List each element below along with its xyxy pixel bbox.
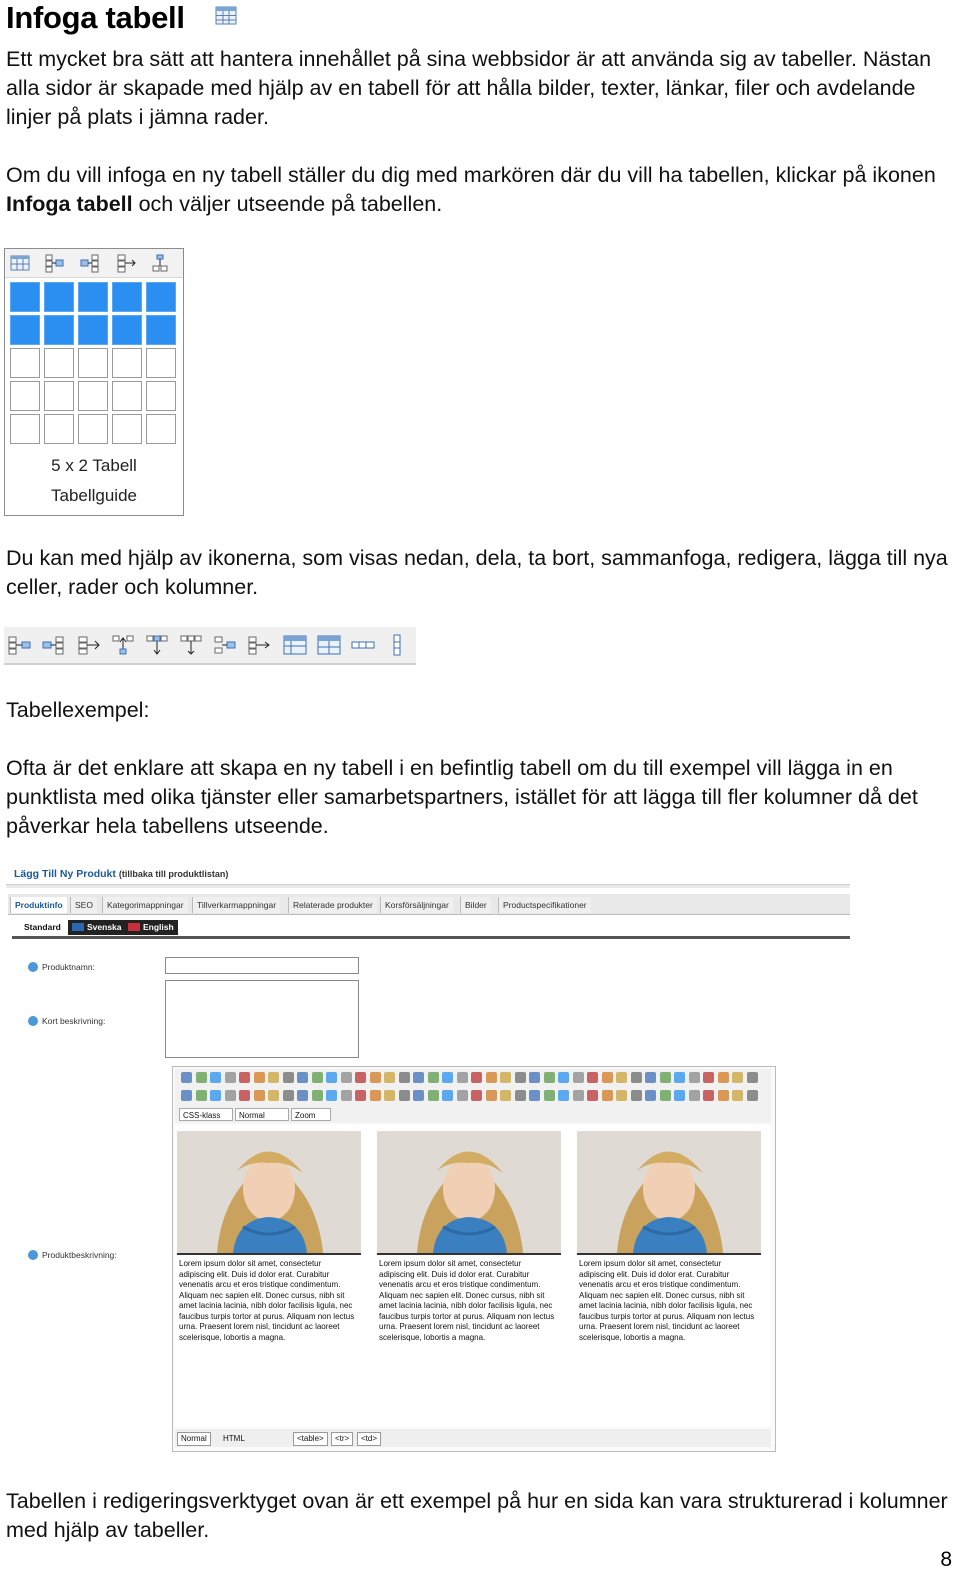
table-grid-cell[interactable] [10,315,40,345]
toolbar-row2-button-icon[interactable] [689,1090,700,1101]
table-grid-cell[interactable] [146,315,176,345]
toolbar-row1-button-icon[interactable] [268,1072,279,1083]
table-grid-cell[interactable] [112,381,142,411]
toolbar-row2-button-icon[interactable] [326,1090,337,1101]
table-grid-cell[interactable] [44,315,74,345]
table-grid-cell[interactable] [78,414,108,444]
wysiwyg-editor [172,1066,776,1452]
toolbar-row1-button-icon[interactable] [312,1072,323,1083]
toolbar-row1-button-icon[interactable] [500,1072,511,1083]
title-divider [6,884,850,888]
language-tabs [12,918,850,939]
table-grid-cell[interactable] [112,282,142,312]
table-grid-cell[interactable] [112,315,142,345]
toolbar-row1-button-icon[interactable] [703,1072,714,1083]
toolbar-row2-button-icon[interactable] [312,1090,323,1101]
swedish-flag-icon [72,923,84,931]
table-grid-cell[interactable] [112,414,142,444]
toolbar-row1-button-icon[interactable] [645,1072,656,1083]
table-cell-toolbar [4,627,416,665]
toolbar-row2-button-icon[interactable] [747,1090,758,1101]
short-description-label [28,1016,105,1026]
toolbar-row1-button-icon[interactable] [471,1072,482,1083]
toolbar-row2-button-icon[interactable] [341,1090,352,1101]
toolbar-row2-button-icon[interactable] [196,1090,207,1101]
lorem-text: Lorem ipsum dolor sit amet, consectetur adipiscing elit. Duis id dolor erat. Curabitur venenatis arcu et eros tristique condimentum. Aliquam nec sapien elit. Donec cursus, nibh sit amet lacinia lacinia, nibh dolor facilisis ligula, nec faucibus turpis tortor at purus. Aliquam non lectus urna. Praesent lorem nisl, tincidunt ac laoreet scelerisque, lobortis a magna. [377,1253,561,1343]
merge-cells-icon[interactable] [246,633,272,657]
toolbar-row1-button-icon[interactable] [515,1072,526,1083]
instruction-text-1: Om du vill infoga en ny tabell ställer du dig med markören där du vill ha tabellen, klickar på ikonen [6,163,936,187]
product-page-title [14,868,228,880]
insert-row-after-icon[interactable] [144,633,170,657]
toolbar-row2-button-icon[interactable] [457,1090,468,1101]
table-grid-cell[interactable] [10,348,40,378]
short-description-textarea[interactable] [165,980,359,1058]
toolbar-row1-button-icon[interactable] [225,1072,236,1083]
svenska-label: Svenska [87,922,122,932]
product-page-heading: Lägg Till Ny Produkt [14,868,116,880]
product-description-label-text: Produktbeskrivning: [42,1250,117,1260]
table-grid-cell[interactable] [78,348,108,378]
table-grid-cell[interactable] [10,414,40,444]
toolbar-row2-button-icon[interactable] [471,1090,482,1101]
toolbar-row2-button-icon[interactable] [239,1090,250,1101]
toolbar-row2-button-icon[interactable] [544,1090,555,1101]
toolbar-row1-button-icon[interactable] [341,1072,352,1083]
toolbar-row2-button-icon[interactable] [413,1090,424,1101]
toolbar-row1-button-icon[interactable] [616,1072,627,1083]
tab-svenska[interactable] [68,920,126,935]
tab-relaterade-produkter[interactable]: Relaterade produkter [288,897,377,913]
tab-seo[interactable]: SEO [70,897,97,913]
row-properties-icon[interactable] [282,633,308,657]
table-grid-cell[interactable] [146,414,176,444]
tag-table[interactable]: <table> [293,1432,328,1446]
split-cell-icon[interactable] [212,633,238,657]
editor-toolbar-row-2 [175,1087,771,1105]
table-grid-cell[interactable] [78,282,108,312]
insert-table-icon [215,6,237,26]
merge-horizontal-icon[interactable] [350,633,376,657]
product-name-label-text: Produktnamn: [42,962,95,972]
delete-column-icon[interactable] [115,253,137,273]
picker-toolbar [5,249,183,278]
toolbar-row2-button-icon[interactable] [384,1090,395,1101]
toolbar-row2-button-icon[interactable] [370,1090,381,1101]
insert-row-icon[interactable] [149,253,171,273]
toolbar-row1-button-icon[interactable] [718,1072,729,1083]
toolbar-row2-button-icon[interactable] [283,1090,294,1101]
table-grid-cell[interactable] [112,348,142,378]
toolbar-row2-button-icon[interactable] [703,1090,714,1101]
tab-productspecifikationer[interactable]: Productspecifikationer [498,897,591,913]
table-picker-popup [4,248,184,516]
tab-bilder[interactable]: Bilder [460,897,491,913]
tab-standard[interactable]: Standard [20,920,65,935]
toolbar-row1-button-icon[interactable] [370,1072,381,1083]
tab-tillverkarmappningar[interactable]: Tillverkarmappningar [192,897,280,913]
toolbar-row1-button-icon[interactable] [689,1072,700,1083]
toolbar-row2-button-icon[interactable] [254,1090,265,1101]
product-photo [177,1131,361,1253]
toolbar-row2-button-icon[interactable] [616,1090,627,1101]
editor-content-area[interactable] [175,1125,771,1427]
toolbar-row2-button-icon[interactable] [225,1090,236,1101]
toolbar-row1-button-icon[interactable] [587,1072,598,1083]
lorem-text: Lorem ipsum dolor sit amet, consectetur adipiscing elit. Duis id dolor erat. Curabitur venenatis arcu et eros tristique condimentum. Aliquam nec sapien elit. Donec cursus, nibh sit amet lacinia lacinia, nibh dolor facilisis ligula, nec faucibus turpis tortor at purus. Aliquam non lectus urna. Praesent lorem nisl, tincidunt ac laoreet scelerisque, lobortis a magna. [577,1253,761,1343]
toolbar-row1-button-icon[interactable] [399,1072,410,1083]
short-description-label-text: Kort beskrivning: [42,1016,106,1026]
delete-row-icon[interactable] [178,633,204,657]
insert-column-after-icon[interactable] [79,253,101,273]
english-flag-icon [128,923,140,931]
tab-english[interactable] [124,920,178,935]
toolbar-row1-button-icon[interactable] [529,1072,540,1083]
toolbar-row2-button-icon[interactable] [210,1090,221,1101]
insert-column-before-icon[interactable] [43,253,65,273]
css-class-dropdown[interactable]: CSS-klass [179,1108,233,1121]
toolbar-row2-button-icon[interactable] [631,1090,642,1101]
table-grid-cell[interactable] [78,381,108,411]
instruction-text-2: och väljer utseende på tabellen. [132,192,443,216]
table-column-2 [377,1131,561,1343]
toolbar-row1-button-icon[interactable] [254,1072,265,1083]
toolbar-row1-button-icon[interactable] [457,1072,468,1083]
toolbar-row2-button-icon[interactable] [558,1090,569,1101]
table-grid-cell[interactable] [146,348,176,378]
intro-paragraph: Ett mycket bra sätt att hantera innehållet på sina webbsidor är att använda sig av tabeller. Nästan alla sidor är skapade med hjälp av en tabell för att hålla bilder, texter, länkar, filer och avdelande linjer på plats i jämna rader. [6,47,932,129]
woman-photo-icon [377,1131,561,1253]
table-grid-cell[interactable] [44,282,74,312]
insert-table-term: Infoga tabell [6,192,133,216]
lorem-text: Lorem ipsum dolor sit amet, consectetur adipiscing elit. Duis id dolor erat. Curabitur venenatis arcu et eros tristique condimentum. Aliquam nec sapien elit. Donec cursus, nibh sit amet lacinia lacinia, nibh dolor facilisis ligula, nec faucibus turpis tortor at purus. Aliquam non lectus urna. Praesent lorem nisl, tincidunt ac laoreet scelerisque, lobortis a magna. [177,1253,361,1343]
toolbar-row2-button-icon[interactable] [515,1090,526,1101]
toolbar-row1-button-icon[interactable] [355,1072,366,1083]
table-grid-cell[interactable] [44,348,74,378]
product-description-label [28,1250,117,1260]
toolbar-row1-button-icon[interactable] [413,1072,424,1083]
toolbar-row2-button-icon[interactable] [297,1090,308,1101]
html-view-button[interactable]: HTML [223,1434,245,1443]
toolbar-row1-button-icon[interactable] [631,1072,642,1083]
table-column-3 [577,1131,761,1343]
toolbar-row1-button-icon[interactable] [297,1072,308,1083]
tab-produktinfo[interactable]: Produktinfo [10,897,67,913]
toolbar-row2-button-icon[interactable] [674,1090,685,1101]
table-grid-cell[interactable] [10,381,40,411]
toolbar-row2-button-icon[interactable] [573,1090,584,1101]
toolbar-row1-button-icon[interactable] [384,1072,395,1083]
toolbar-row2-button-icon[interactable] [486,1090,497,1101]
toolbar-row1-button-icon[interactable] [602,1072,613,1083]
toolbar-row1-button-icon[interactable] [196,1072,207,1083]
product-photo [377,1131,561,1253]
instruction-paragraph [6,161,956,219]
table-grid-cell[interactable] [44,414,74,444]
toolbar-row2-button-icon[interactable] [732,1090,743,1101]
toolbar-row1-button-icon[interactable] [558,1072,569,1083]
editor-toolbar-row-3 [175,1105,771,1123]
example-heading: Tabellexempel: [6,698,150,722]
insert-row-before-icon[interactable] [110,633,136,657]
toolbar-row1-button-icon[interactable] [239,1072,250,1083]
table-icon[interactable] [9,253,31,273]
toolbar-row1-button-icon[interactable] [326,1072,337,1083]
table-grid-cell[interactable] [78,315,108,345]
toolbar-row1-button-icon[interactable] [660,1072,671,1083]
table-column-1 [177,1131,361,1343]
table-size-label: 5 x 2 Tabell [51,456,137,475]
toolbar-row2-button-icon[interactable] [587,1090,598,1101]
insert-column-after-icon[interactable] [40,633,66,657]
toolbar-row2-button-icon[interactable] [529,1090,540,1101]
table-grid-cell[interactable] [146,381,176,411]
woman-photo-icon [177,1131,361,1253]
toolbar-row1-button-icon[interactable] [544,1072,555,1083]
toolbar-row2-button-icon[interactable] [428,1090,439,1101]
tab-kategorimappningar[interactable]: Kategorimappningar [102,897,188,913]
table-wizard-link[interactable]: Tabellguide [50,486,137,505]
toolbar-row1-button-icon[interactable] [674,1072,685,1083]
toolbar-row2-button-icon[interactable] [355,1090,366,1101]
toolbar-row2-button-icon[interactable] [602,1090,613,1101]
toolbar-row2-button-icon[interactable] [442,1090,453,1101]
table-grid-cell[interactable] [146,282,176,312]
english-label: English [143,922,174,932]
normal-view-button[interactable]: Normal [177,1432,211,1446]
product-photo [577,1131,761,1253]
toolbar-row1-button-icon[interactable] [442,1072,453,1083]
editor-screenshot [6,862,850,1454]
product-tabs [8,894,850,915]
editor-status-bar [175,1429,771,1447]
toolbar-row2-button-icon[interactable] [181,1090,192,1101]
toolbar-row2-button-icon[interactable] [660,1090,671,1101]
table-grid-cell[interactable] [10,282,40,312]
toolbar-row1-button-icon[interactable] [210,1072,221,1083]
product-name-input[interactable] [165,957,359,974]
woman-photo-icon [577,1131,761,1253]
product-name-label [28,962,95,972]
tag-td[interactable]: <td> [357,1432,381,1446]
toolbar-row1-button-icon[interactable] [747,1072,758,1083]
page-number: 8 [940,1548,952,1571]
nested-table-paragraph: Ofta är det enklare att skapa en ny tabell i en befintlig tabell om du till exempel vill lägga in en punktlista med olika tjänster eller samarbetspartners, istället för att lägga till fler kolumner då det påverkar hela tabellens utseende. [6,756,918,838]
closing-paragraph: Tabellen i redigeringsverktyget ovan är ett exempel på hur en sida kan vara strukturerad i kolumner med hjälp av tabeller. [6,1489,948,1542]
editor-toolbar-row-1 [175,1069,771,1087]
format-dropdown[interactable]: Normal [235,1108,289,1121]
toolbar-row1-button-icon[interactable] [283,1072,294,1083]
cell-properties-icon[interactable] [316,633,342,657]
toolbar-row1-button-icon[interactable] [181,1072,192,1083]
merge-vertical-icon[interactable] [384,633,410,657]
insert-column-before-icon[interactable] [6,633,32,657]
toolbar-row1-button-icon[interactable] [428,1072,439,1083]
toolbar-row2-button-icon[interactable] [268,1090,279,1101]
table-grid-cell[interactable] [44,381,74,411]
zoom-dropdown[interactable]: Zoom [291,1108,331,1121]
toolbar-row1-button-icon[interactable] [573,1072,584,1083]
cell-tools-paragraph: Du kan med hjälp av ikonerna, som visas nedan, dela, ta bort, sammanfoga, redigera, lägga till nya celler, rader och kolumner. [6,546,948,599]
toolbar-row2-button-icon[interactable] [500,1090,511,1101]
delete-column-icon[interactable] [76,633,102,657]
toolbar-row1-button-icon[interactable] [486,1072,497,1083]
toolbar-row2-button-icon[interactable] [399,1090,410,1101]
page-title: Infoga tabell [6,0,185,35]
toolbar-row2-button-icon[interactable] [645,1090,656,1101]
tab-korsforsaljningar[interactable]: Korsförsäljningar [380,897,453,913]
toolbar-row1-button-icon[interactable] [732,1072,743,1083]
toolbar-row2-button-icon[interactable] [718,1090,729,1101]
tag-tr[interactable]: <tr> [331,1432,353,1446]
back-to-list-link[interactable]: (tillbaka till produktlistan) [118,869,229,879]
